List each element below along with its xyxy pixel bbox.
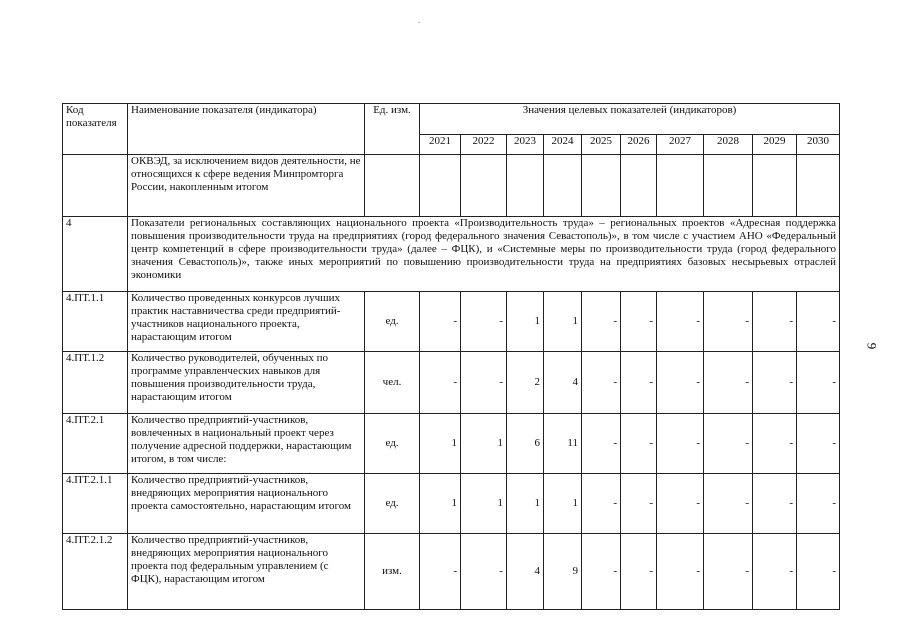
row-name: Количество предприятий-участников, внедряющих мероприятия национального проекта под федеральным управлением (с ФЦК), нарастающим итогом [128,534,365,610]
value-cell: - [621,414,657,474]
value-cell: 1 [420,474,461,534]
value-cell: 1 [461,414,507,474]
value-cell [507,155,544,217]
value-cell: 11 [544,414,582,474]
table-row [63,352,840,414]
value-cell: - [621,474,657,534]
value-cell: - [704,414,753,474]
value-cell [420,155,461,217]
value-cell [753,155,797,217]
value-cell: - [753,352,797,414]
value-cell [621,155,657,217]
value-cell: - [621,292,657,352]
row-unit [365,155,420,217]
value-cell: 2 [507,352,544,414]
table-row [63,474,840,534]
value-cell: 6 [507,414,544,474]
value-cell: - [621,352,657,414]
table-row [63,292,840,352]
row-name: Количество предприятий-участников, внедряющих мероприятия национального проекта самостоятельно, нарастающим итогом [128,474,365,534]
header-year: 2029 [753,135,797,155]
header-year: 2025 [582,135,621,155]
value-cell: 1 [544,292,582,352]
value-cell: - [582,414,621,474]
indicators-table [62,103,840,610]
value-cell: 1 [420,414,461,474]
value-cell: - [797,292,840,352]
header-values-group: Значения целевых показателей (индикаторов) [420,104,840,135]
header-year: 2023 [507,135,544,155]
value-cell: - [704,474,753,534]
section-title: Показатели региональных составляющих национального проекта «Производительность труда» – региональных проектов «Адресная поддержка повышения производительности труда на предприятиях (город федерального значения Севастополь)», в том числе с участием АНО «Федеральный центр компетенций в сфере производительности труда» (далее – ФЦК), и «Системные меры по производительности труда (город федерального значения Севастополь)», также иных мероприятий по повышению производительности труда на предприятиях базовых несырьевых отраслей экономики [128,217,840,292]
header-name: Наименование показателя (индикатора) [128,104,365,155]
value-cell: - [753,414,797,474]
value-cell: - [704,352,753,414]
value-cell: - [704,292,753,352]
value-cell [797,155,840,217]
value-cell: - [657,352,704,414]
value-cell: 1 [544,474,582,534]
value-cell: - [704,534,753,610]
header-year: 2030 [797,135,840,155]
section-row [63,217,840,292]
value-cell: - [621,534,657,610]
header-year: 2026 [621,135,657,155]
header-row-top [63,104,840,135]
header-year: 2022 [461,135,507,155]
value-cell [704,155,753,217]
value-cell [461,155,507,217]
value-cell: 9 [544,534,582,610]
scan-mark [418,22,420,23]
value-cell: - [461,292,507,352]
row-name: ОКВЭД, за исключением видов деятельности, не относящихся к сфере ведения Минпромторга России, накопленным итогом [128,155,365,217]
value-cell: - [582,292,621,352]
value-cell: 1 [507,292,544,352]
row-name: Количество предприятий-участников, вовлеченных в национальный проект через получение адресной поддержки, нарастающим итогом, в том числе: [128,414,365,474]
value-cell: - [420,534,461,610]
value-cell: - [753,534,797,610]
value-cell: 4 [507,534,544,610]
row-code: 4.ПТ.1.1 [63,292,128,352]
header-code: Код показателя [63,104,128,155]
value-cell: - [797,352,840,414]
row-unit: ед. [365,414,420,474]
row-name: Количество проведенных конкурсов лучших практик наставничества среди предприятий-участников национального проекта, нарастающим итогом [128,292,365,352]
table-row [63,534,840,610]
value-cell: - [797,474,840,534]
value-cell: - [420,292,461,352]
value-cell: - [657,414,704,474]
continuation-row [63,155,840,217]
header-unit: Ед. изм. [365,104,420,155]
row-code: 4.ПТ.2.1.1 [63,474,128,534]
row-code [63,155,128,217]
header-year: 2027 [657,135,704,155]
row-unit: чел. [365,352,420,414]
value-cell: 1 [461,474,507,534]
value-cell: - [582,352,621,414]
section-code: 4 [63,217,128,292]
value-cell: - [657,292,704,352]
value-cell: - [797,414,840,474]
header-year: 2021 [420,135,461,155]
row-code: 4.ПТ.2.1.2 [63,534,128,610]
value-cell: 4 [544,352,582,414]
value-cell: - [753,474,797,534]
table-row [63,414,840,474]
value-cell: - [461,352,507,414]
header-year: 2024 [544,135,582,155]
value-cell: - [582,534,621,610]
value-cell: - [797,534,840,610]
value-cell: - [657,474,704,534]
value-cell: - [582,474,621,534]
value-cell [657,155,704,217]
row-code: 4.ПТ.2.1 [63,414,128,474]
row-name: Количество руководителей, обученных по программе управленческих навыков для повышения производительности труда, нарастающим итогом [128,352,365,414]
row-code: 4.ПТ.1.2 [63,352,128,414]
value-cell: - [420,352,461,414]
row-unit: ед. [365,292,420,352]
value-cell [582,155,621,217]
value-cell: 1 [507,474,544,534]
header-year: 2028 [704,135,753,155]
page-number: 9 [864,342,880,350]
value-cell: - [657,534,704,610]
value-cell [544,155,582,217]
value-cell: - [753,292,797,352]
row-unit: изм. [365,534,420,610]
row-unit: ед. [365,474,420,534]
value-cell: - [461,534,507,610]
